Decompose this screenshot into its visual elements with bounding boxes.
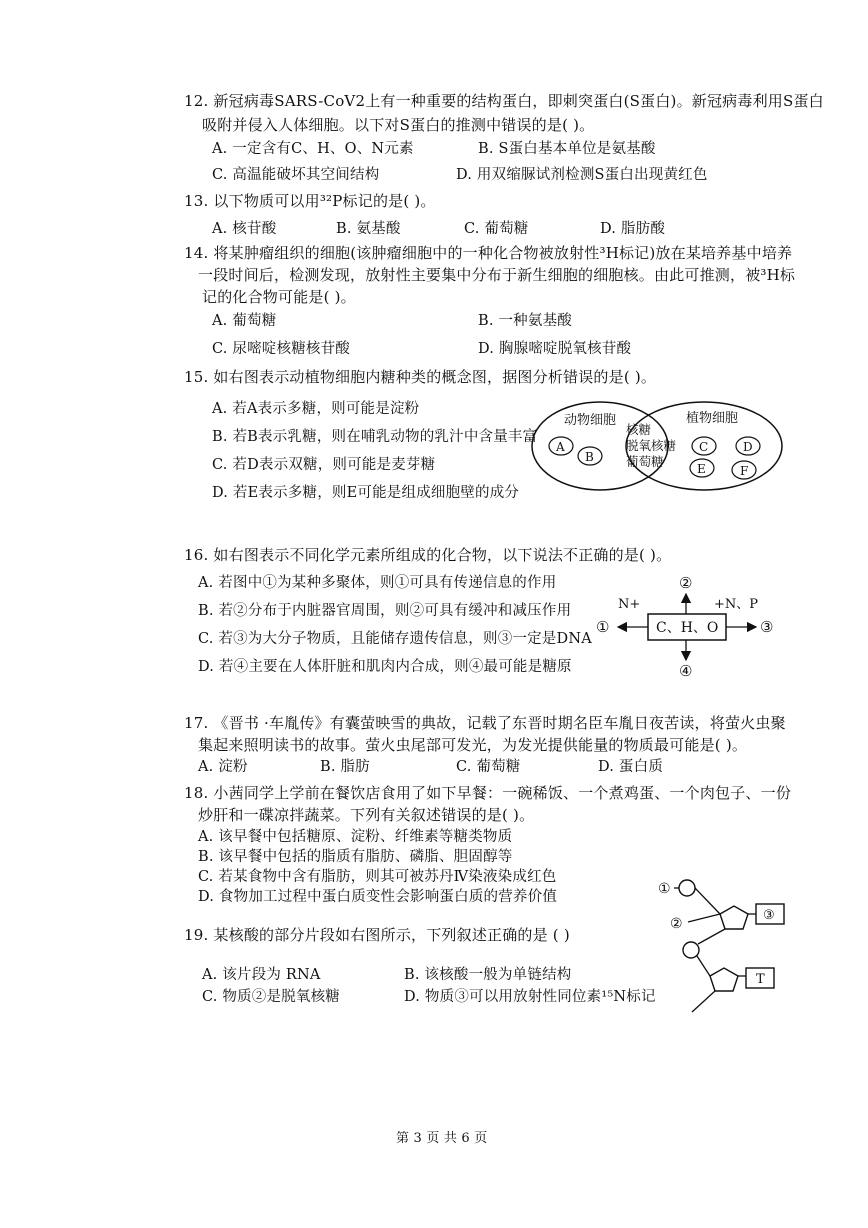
q14-option-b: B. 一种氨基酸 [478,313,572,329]
q13-option-b: B. 氨基酸 [336,221,401,237]
q19-option-d: D. 物质③可以用放射性同位素¹⁵N标记 [404,989,656,1005]
base-t-label: T [756,972,765,987]
q19-option-c: C. 物质②是脱氧核糖 [202,989,340,1005]
label-circle-2: ② [679,574,693,592]
q18-option-d: D. 食物加工过程中蛋白质变性会影响蛋白质的营养价值 [198,889,558,905]
q18-option-a: A. 该早餐中包括糖原、淀粉、纤维素等糖类物质 [198,829,513,845]
label-circle-3: ③ [763,908,775,923]
shared-sugar-3: 葡萄糖 [626,454,664,469]
q17-option-c: C. 葡萄糖 [456,759,521,775]
plant-cell-label: 植物细胞 [686,411,739,426]
q14-option-d: D. 胸腺嘧啶脱氧核苷酸 [478,341,632,357]
label-circle-3: ③ [760,618,774,636]
q17-stem-line2: 集起来照明读书的故事。萤火虫尾部可发光，为发光提供能量的物质最可能是( )。 [198,736,748,754]
element-compound-diagram [592,574,782,682]
q16-option-c: C. 若③为大分子物质，且能储存遗传信息，则③一定是DNA [198,631,592,647]
q14-option-c: C. 尿嘧啶核糖核苷酸 [212,341,350,357]
q14-stem-line3: 记的化合物可能是( )。 [202,288,356,306]
node-f-label: F [740,464,749,478]
shared-sugar-2: 脱氧核糖 [626,438,677,453]
sugar-pentagon-bottom [710,968,738,991]
animal-cell-label: 动物细胞 [564,413,617,428]
shared-sugar-1: 核糖 [626,422,652,437]
sugar-venn-diagram [528,398,788,498]
q12-option-a: A. 一定含有C、H、O、N元素 [212,141,414,157]
nucleic-acid-fragment-diagram [658,876,788,1016]
q16-option-b: B. 若②分布于内脏器官周围，则②可具有缓冲和减压作用 [198,603,572,619]
label-circle-4: ④ [679,662,693,680]
q14-stem-line2: 一段时间后，检测发现，放射性主要集中分布于新生细胞的细胞核。由此可推测，被³H标 [198,266,796,284]
q15-stem: 15. 如右图表示动植物细胞内糖种类的概念图，据图分析错误的是( )。 [184,368,657,386]
q12-option-d: D. 用双缩脲试剂检测S蛋白出现黄红色 [456,167,708,183]
q18-stem-line1: 18. 小茜同学上学前在餐饮店食用了如下早餐：一碗稀饭、一个煮鸡蛋、一个肉包子、一份 [184,784,792,802]
q12-option-b: B. S蛋白基本单位是氨基酸 [478,141,656,157]
q17-option-d: D. 蛋白质 [598,759,664,775]
label-circle-1: ① [658,881,671,897]
q15-option-c: C. 若D表示双糖，则可能是麦芽糖 [212,457,436,473]
q12-option-c: C. 高温能破坏其空间结构 [212,167,380,183]
label-circle-2: ② [670,916,683,932]
q16-option-a: A. 若图中①为某种多聚体，则①可具有传递信息的作用 [198,575,557,591]
q18-option-c: C. 若某食物中含有脂肪，则其可被苏丹Ⅳ染液染成红色 [198,869,557,885]
node-d-label: D [743,440,753,454]
left-addition-label: N+ [618,597,641,612]
q18-option-b: B. 该早餐中包括的脂质有脂肪、磷脂、胆固醇等 [198,849,513,865]
q13-option-d: D. 脂肪酸 [600,221,666,237]
q19-option-a: A. 该片段为 RNA [202,967,321,983]
node-a-label: A [556,440,565,454]
q18-stem-line2: 炒肝和一碟凉拌蔬菜。下列有关叙述错误的是( )。 [198,806,535,824]
q19-stem: 19. 某核酸的部分片段如右图所示，下列叙述正确的是 ( ) [184,926,570,944]
phosphate-circle-top [679,880,695,896]
right-addition-label: +N、P [714,597,759,612]
q13-option-a: A. 核苷酸 [212,221,277,237]
q12-stem-line1: 12. 新冠病毒SARS-CoV2上有一种重要的结构蛋白，即刺突蛋白(S蛋白)。新冠病毒利用S蛋白 [184,92,824,110]
q19-option-b: B. 该核酸一般为单链结构 [404,967,572,983]
q14-option-a: A. 葡萄糖 [212,313,277,329]
q15-option-b: B. 若B表示乳糖，则在哺乳动物的乳汁中含量丰富 [212,429,538,445]
cho-label: C、H、O [656,620,719,636]
sugar-pentagon-top [720,906,748,929]
node-e-label: E [697,462,706,476]
node-c-label: C [699,440,709,454]
q14-stem-line1: 14. 将某肿瘤组织的细胞(该肿瘤细胞中的一种化合物被放射性³H标记)放在某培养基中培养 [184,244,793,262]
label-circle-1: ① [596,618,610,636]
q15-option-a: A. 若A表示多糖，则可能是淀粉 [212,401,420,417]
q15-option-d: D. 若E表示多糖，则E可能是组成细胞壁的成分 [212,485,520,501]
q13-option-c: C. 葡萄糖 [464,221,529,237]
q16-stem: 16. 如右图表示不同化学元素所组成的化合物，以下说法不正确的是( )。 [184,546,672,564]
q17-option-b: B. 脂肪 [320,759,370,775]
q17-stem-line1: 17. 《晋书 ·车胤传》有囊萤映雪的典故，记载了东晋时期名臣车胤日夜苦读，将萤火虫聚 [184,714,786,732]
q13-stem: 13. 以下物质可以用³²P标记的是( )。 [184,192,436,210]
q12-stem-line2: 吸附并侵入人体细胞。以下对S蛋白的推测中错误的是( )。 [202,116,595,134]
page-number-footer: 第 3 页 共 6 页 [396,1131,488,1146]
phosphate-circle-bottom [683,942,699,958]
node-b-label: B [585,450,594,464]
q17-option-a: A. 淀粉 [198,759,248,775]
q16-option-d: D. 若④主要在人体肝脏和肌肉内合成，则④最可能是糖原 [198,659,572,675]
